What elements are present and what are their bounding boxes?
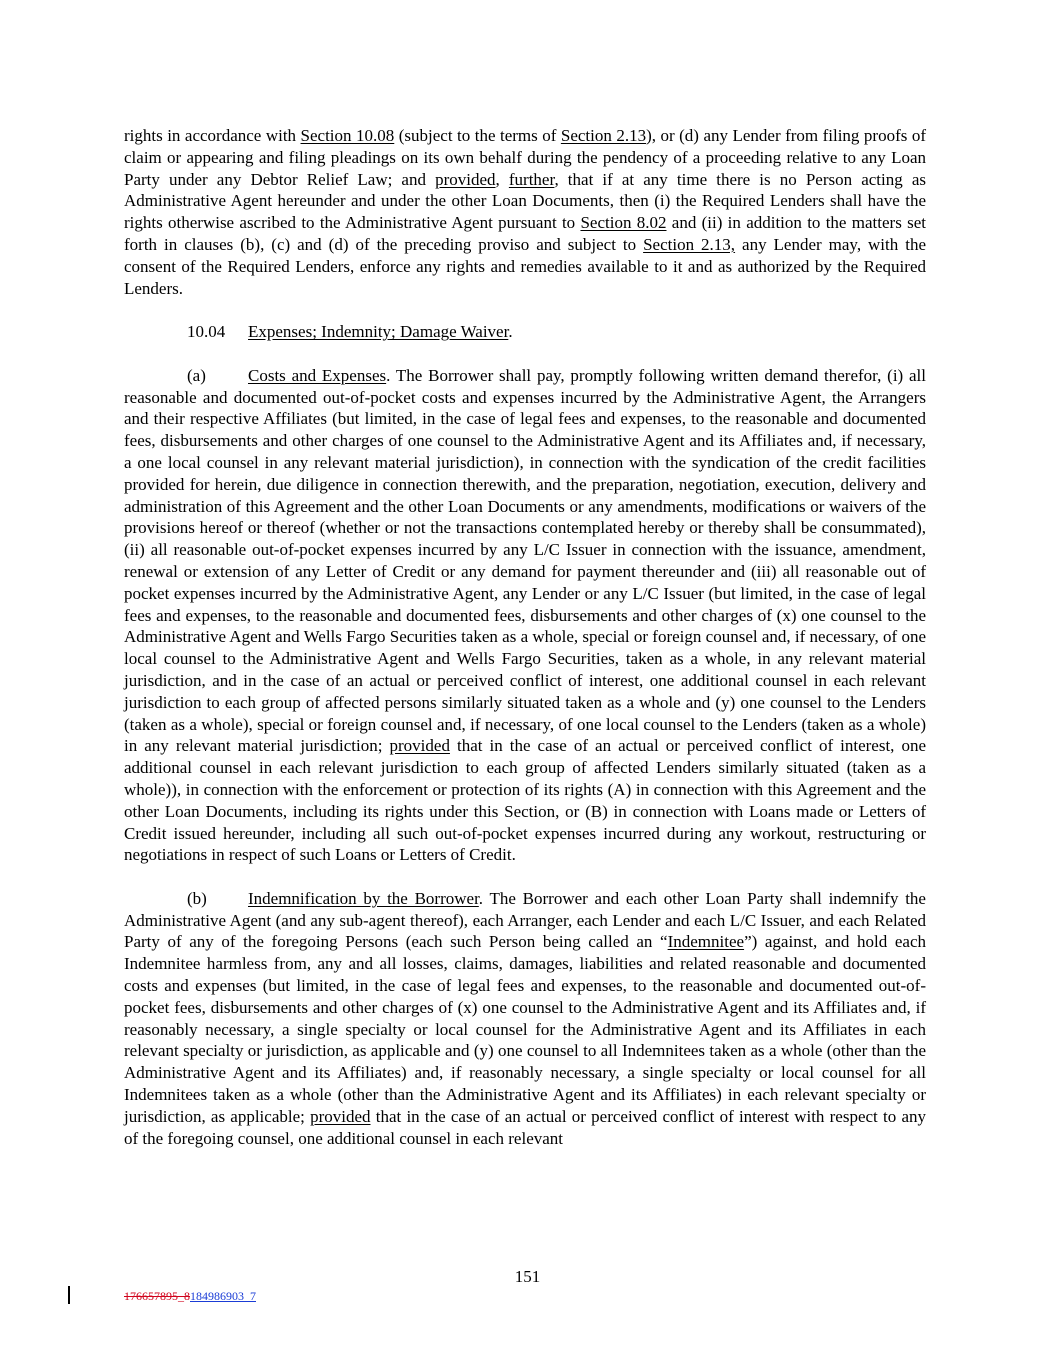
paragraph-a: (a) Costs and Expenses. The Borrower shall pay, promptly following written demand therefor, (i) all reasonable and documented out-of-pocket costs and expenses incurred by the Administrative Agent, the Arrangers and their respective Affiliates (but limited, in the case of legal fees and expenses, to the reasonable and documented fees, disbursements and other charges of one counsel to the Administrative Agent and its Affiliates and, if necessary, a one local counsel in any relevant material jurisdiction), in connection with the syndication of the credit facilities provided for herein, due diligence in connection therewith, and the preparation, negotiation, execution, delivery and administration of this Agreement and the other Loan Documents or any amendments, modifications or waivers of the provisions hereof or thereof (whether or not the transactions contemplated hereby or thereby shall be consummated), (ii) all reasonable out-of-pocket expenses incurred by any L/C Issuer in connection with the issuance, amendment, renewal or extension of any Letter of Credit or any demand for payment thereunder and (iii) all reasonable out of pocket expenses incurred by the Administrative Agent, any Lender or any L/C Issuer (but limited, in the case of legal fees and expenses, to the reasonable and documented fees, disbursements and other charges of (x) one counsel to the Administrative Agent and Wells Fargo Securities taken as a whole, special or foreign counsel and, if necessary, of one local counsel to the Administrative Agent and Wells Fargo Securities, taken as a whole, in any relevant material jurisdiction, and in the case of an actual or perceived conflict of interest, one additional counsel in each relevant jurisdiction to each group of affected persons similarly situated taken as a whole and (y) one counsel to the Lenders (taken as a whole), special or foreign counsel and, if necessary, of one local counsel to the Lenders (taken as a whole) in any relevant material jurisdiction; provided that in the case of an actual or perceived conflict of interest, one additional counsel in each relevant jurisdiction to each group of affected Lenders similarly situated (taken as a whole)), in connection with the enforcement or protection of its rights (A) in connection with this Agreement and the other Loan Documents, including its rights under this Section, or (B) in connection with Loans made or Letters of Credit issued hereunder, including all such out-of-pocket expenses incurred during any workout, restructuring or negotiations in respect of such Loans or Letters of Credit.: [124, 365, 927, 865]
section-reference: Section 8.02: [580, 213, 667, 233]
paragraph-b: (b) Indemnification by the Borrower. The Borrower and each other Loan Party shall indemnify the Administrative Agent (and any sub-agent thereof), each Arranger, each Lender and each L/C Issuer, and each Related Party of any of the foregoing Persons (each such Person being called an “Indemnitee”) against, and hold each Indemnitee harmless from, any and all losses, claims, damages, liabilities and related reasonable and documented costs and expenses (but limited, in the case of legal fees and expenses, to the reasonable and documented out-of-pocket fees, disbursements and other charges of (x) one counsel to the Administrative Agent and its Affiliates and, if reasonably necessary, a single specialty or local counsel for the Administrative Agent and its Affiliates in each relevant specialty or jurisdiction, as applicable and (y) one counsel to all Indemnitees taken as a whole (other than the Administrative Agent and its Affiliates) and, if reasonably necessary, a single specialty or local counsel for all Indemnitees taken as a whole (other than the Administrative Agent and its Affiliates) in each relevant specialty or jurisdiction, as applicable; provided that in the case of an actual or perceived conflict of interest with respect to any of the foregoing counsel, one additional counsel in each relevant: [124, 888, 927, 1148]
doc-id-inserted: 184986903_7: [190, 1289, 256, 1303]
paragraph-heading: Indemnification by the Borrower: [248, 888, 479, 908]
proviso-term: provided: [310, 1106, 371, 1126]
section-heading: 10.04 Expenses; Indemnity; Damage Waiver.: [187, 322, 513, 342]
section-reference: Section 2.13,: [643, 234, 736, 254]
section-reference: Section 10.08: [300, 126, 395, 145]
document-id: [124, 1288, 256, 1304]
section-title: Expenses; Indemnity; Damage Waiver: [248, 322, 509, 342]
paragraph-heading: Costs and Expenses: [248, 365, 387, 385]
defined-term: Indemnitee: [667, 932, 745, 952]
paragraph-label: (a): [187, 365, 206, 385]
paragraph-label: (b): [187, 888, 207, 908]
continuation-paragraph: rights in accordance with Section 10.08 (subject to the terms of Section 2.13), or (d) any Lender from filing proofs of claim or appearing and filing pleadings on its own behalf during the pendency of a proceeding relative to any Loan Party under any Debtor Relief Law; and provided, further, that if at any time there is no Person acting as Administrative Agent hereunder and under the other Loan Documents, then (i) the Required Lenders shall have the rights otherwise ascribed to the Administrative Agent pursuant to Section 8.02 and (ii) in addition to the matters set forth in clauses (b), (c) and (d) of the preceding proviso and subject to Section 2.13, any Lender may, with the consent of the Required Lenders, enforce any rights and remedies available to it and as authorized by the Required Lenders.: [124, 126, 927, 298]
proviso-term: further: [508, 169, 555, 189]
change-bar: [68, 1286, 70, 1304]
proviso-term: provided: [435, 169, 496, 189]
page-number: 151: [514, 1267, 541, 1286]
section-reference: Section 2.13: [560, 126, 647, 145]
section-number: 10.04: [187, 322, 226, 342]
doc-id-deleted: 176657895_8: [124, 1289, 190, 1303]
proviso-term: provided: [389, 736, 450, 756]
document-body: [124, 125, 926, 1149]
